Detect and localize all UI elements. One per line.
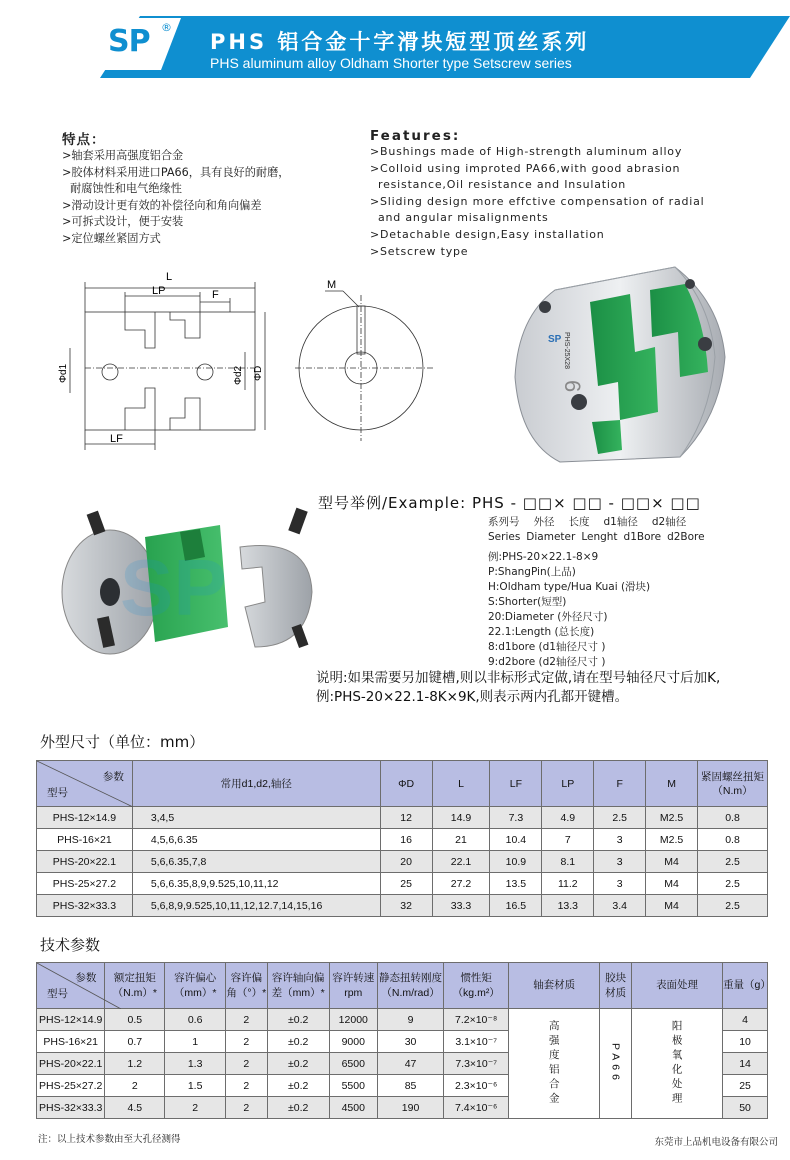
cell: 2 [225,1075,267,1097]
feature-cn-item: >胶体材料采用进口PA66，具有良好的耐磨， [62,165,290,179]
cell-model: PHS-16×21 [37,1031,105,1053]
cell: 2.5 [698,851,768,873]
page-title-en: PHS aluminum alloy Oldham Shorter type Setscrew series [210,55,572,71]
cell: ±0.2 [267,1009,329,1031]
cell: 30 [377,1031,443,1053]
cell-model: PHS-32×33.3 [37,1097,105,1119]
cell: 4 [723,1009,768,1031]
cell: 13.5 [490,873,542,895]
cell: ±0.2 [267,1075,329,1097]
cell: 25 [723,1075,768,1097]
label-d2-en: d2Bore [667,531,705,543]
cell: 0.7 [105,1031,165,1053]
cell: 1.5 [165,1075,226,1097]
header-eccentric: 容许偏心（mm）* [165,963,226,1009]
table-row [37,829,768,851]
cell: 0.8 [698,807,768,829]
cell: 8.1 [542,851,594,873]
dim-LF: LF [110,433,123,445]
features-cn-heading: 特点： [62,132,106,148]
cell: 0.5 [105,1009,165,1031]
example-line: 20:Diameter (外径尺寸) [488,611,608,623]
feature-cn-item: 耐腐蚀性和电气绝缘性 [70,182,182,196]
example-line: 9:d2bore (d2轴径尺寸 ) [488,656,606,668]
company-name: 东莞市上品机电设备有限公司 [654,1137,778,1148]
material-block: PA66 [600,1009,632,1119]
example-line: P:ShangPin(上品) [488,566,576,578]
example-line: S:Shorter(短型) [488,596,567,608]
label-length-cn: 长度 [568,516,590,528]
table-row [37,851,768,873]
dim-L: L [166,271,173,283]
label-series-en: Series [488,531,521,543]
header-param-model: 参数 型号 [37,761,133,807]
table-header-row [37,963,768,1009]
dim-d2: Φd2 [233,365,244,385]
header-speed: 容许转速 rpm [329,963,377,1009]
registered-mark: ® [161,21,172,34]
label-d2-cn: d2轴径 [651,516,687,528]
cell: 2.5 [594,807,646,829]
cell: M4 [646,873,698,895]
cell: 7.3 [490,807,542,829]
cell: 10.4 [490,829,542,851]
cell-model: PHS-20×22.1 [37,1053,105,1075]
cell: 10.9 [490,851,542,873]
cell: 12 [380,807,432,829]
cell: 2.5 [698,895,768,917]
surface-treatment: 阳极氧化处理 [632,1009,723,1119]
feature-en-item: >Colloid using improted PA66,with good abrasion [370,161,681,175]
example-title: 型号举例/Example: PHS - □□× □□ - □□× □□ [318,494,701,512]
header-block: 胶块材质 [600,963,632,1009]
tech-title: 技术参数 [40,936,101,954]
cell: 3 [594,873,646,895]
example-line: H:Oldham type/Hua Kuai (滑块) [488,581,651,593]
header-L: L [432,761,490,807]
example-labels [488,515,748,545]
example-line: 例:PHS-20×22.1-8×9 [488,551,599,563]
label-d1-cn: d1轴径 [603,516,638,528]
cell: 21 [432,829,490,851]
cell: 50 [723,1097,768,1119]
cell: 2 [225,1097,267,1119]
cell-model: PHS-25×27.2 [37,1075,105,1097]
table-row [37,1009,768,1031]
label-length-en: Lenght [581,531,618,543]
coupling-photo [480,262,745,467]
label-d1-en: d1Bore [623,531,662,543]
features-cn [62,128,352,248]
side-view-drawing [50,268,280,458]
cell: 1 [165,1031,226,1053]
cell: 10 [723,1031,768,1053]
features-en-heading: Features: [370,128,461,144]
cell: 47 [377,1053,443,1075]
cell-model: PHS-12×14.9 [37,1009,105,1031]
cell: 2.5 [698,873,768,895]
header-D: ΦD [380,761,432,807]
dimensions-title: 外型尺寸（单位：mm） [40,733,205,751]
cell: M2.5 [646,829,698,851]
feature-en-item: >Setscrew type [370,244,469,258]
feature-cn-item: >轴套采用高强度铝合金 [62,149,184,162]
cell: 0.6 [165,1009,226,1031]
cell: 14.9 [432,807,490,829]
label-diameter-en: Diameter [526,531,576,543]
table-row [37,873,768,895]
example-line: 8:d1bore (d1轴径尺寸 ) [488,641,606,653]
cell: 9 [377,1009,443,1031]
cell: 4.9 [542,807,594,829]
cell: 32 [380,895,432,917]
header-torque: 额定扭矩（N.m）* [105,963,165,1009]
table-header-row [37,761,768,807]
note-line: 说明:如果需要另加键槽,则以非标形式定做,请在型号轴径尺寸后加K, [316,670,721,686]
dim-d1: Φd1 [58,363,69,383]
cell: 7.3×10⁻⁷ [444,1053,509,1075]
watermark-logo: SP [120,543,227,632]
cell: 2 [105,1075,165,1097]
brand-logo: SP [108,24,150,59]
header-axial: 容许轴向偏差（mm）* [267,963,329,1009]
cell: 27.2 [432,873,490,895]
feature-cn-item: >可拆式设计，便于安装 [62,215,184,229]
cell-bore: 5,6,8,9,9.525,10,11,12,12.7,14,15,16 [132,895,380,917]
label-diameter-cn: 外径 [533,516,555,528]
cell: 22.1 [432,851,490,873]
keyway-note [316,669,720,707]
feature-en-item: resistance,Oil resistance and Insulation [378,178,627,192]
header-weight: 重量（g） [723,963,768,1009]
cell: 7.2×10⁻⁸ [444,1009,509,1031]
cell: 16.5 [490,895,542,917]
header-F: F [594,761,646,807]
header-surface: 表面处理 [632,963,723,1009]
exploded-view-photo [50,497,320,667]
header-LP: LP [542,761,594,807]
dim-D: ΦD [253,365,264,381]
feature-en-item: >Sliding design more effctive compensation of radial [370,194,705,208]
dim-M: M [327,279,337,291]
cell: 4500 [329,1097,377,1119]
size-mark: 6 [560,380,585,393]
cell-model: PHS-16×21 [37,829,133,851]
cell: 33.3 [432,895,490,917]
cell: 2 [165,1097,226,1119]
cell: M2.5 [646,807,698,829]
cell: 13.3 [542,895,594,917]
table-row [37,807,768,829]
cell: 3.4 [594,895,646,917]
header-stiffness: 静态扭转刚度（N.m/rad） [377,963,443,1009]
cell: 14 [723,1053,768,1075]
cell: 11.2 [542,873,594,895]
cell: 1.2 [105,1053,165,1075]
label-series-cn: 系列号 [488,516,520,528]
cell: M4 [646,851,698,873]
cell: ±0.2 [267,1031,329,1053]
dim-F: F [212,289,219,301]
cell-model: PHS-32×33.3 [37,895,133,917]
cell-model: PHS-20×22.1 [37,851,133,873]
cell: 1.3 [165,1053,226,1075]
cell: 25 [380,873,432,895]
cell: 16 [380,829,432,851]
example-legend [488,550,768,670]
cell: 2 [225,1031,267,1053]
header-M: M [646,761,698,807]
cell: 7 [542,829,594,851]
dim-LP: LP [152,285,166,297]
cell: ±0.2 [267,1053,329,1075]
example-line: 22.1:Length (总长度) [488,626,595,638]
cell: 3 [594,829,646,851]
cell: 20 [380,851,432,873]
cell: 3 [594,851,646,873]
material-sleeve: 高强度铝合金 [509,1009,600,1119]
feature-cn-item: >定位螺丝紧固方式 [62,231,161,245]
cell: 2 [225,1009,267,1031]
cell: 2 [225,1053,267,1075]
note-line: 例:PHS-20×22.1-8K×9K,则表示两内孔都开键槽。 [316,689,629,705]
front-view-drawing [295,275,445,445]
header-angle: 容许偏角（°）* [225,963,267,1009]
cell: ±0.2 [267,1097,329,1119]
header-param-model: 参数 型号 [37,963,105,1009]
cell-model: PHS-12×14.9 [37,807,133,829]
cell: 85 [377,1075,443,1097]
cell: 190 [377,1097,443,1119]
engraving-text: PHS-25X28 [563,332,570,369]
cell: 0.8 [698,829,768,851]
cell: 4.5 [105,1097,165,1119]
cell: 7.4×10⁻⁶ [444,1097,509,1119]
feature-en-item: >Detachable design,Easy installation [370,227,605,241]
page-title-cn: PHS 铝合金十字滑块短型顶丝系列 [210,30,590,54]
dimensions-table [36,760,768,917]
cell-model: PHS-25×27.2 [37,873,133,895]
header-LF: LF [490,761,542,807]
cell-bore: 4,5,6,6.35 [132,829,380,851]
feature-en-item: and angular misalignments [378,211,549,225]
tech-table [36,962,771,1119]
footer-note: 注：以上技术参数由至大孔径测得 [38,1134,181,1145]
features-en [370,128,770,260]
cell-bore: 5,6,6.35,8,9,9.525,10,11,12 [132,873,380,895]
cell: 12000 [329,1009,377,1031]
cell: 9000 [329,1031,377,1053]
header-torque: 紧固螺丝扭矩（N.m） [698,761,768,807]
header-sleeve: 轴套材质 [509,963,600,1009]
cell: 6500 [329,1053,377,1075]
cell-bore: 5,6,6.35,7,8 [132,851,380,873]
header-inertia: 惯性矩（kg.m²） [444,963,509,1009]
cell: 3.1×10⁻⁷ [444,1031,509,1053]
engraving-logo: SP [548,334,562,345]
cell: 2.3×10⁻⁶ [444,1075,509,1097]
feature-cn-item: >滑动设计更有效的补偿径向和角向偏差 [62,198,262,212]
cell-bore: 3,4,5 [132,807,380,829]
header-bore: 常用d1,d2,轴径 [132,761,380,807]
cell: 5500 [329,1075,377,1097]
feature-en-item: >Bushings made of High-strength aluminum alloy [370,145,683,158]
cell: M4 [646,895,698,917]
table-row [37,895,768,917]
